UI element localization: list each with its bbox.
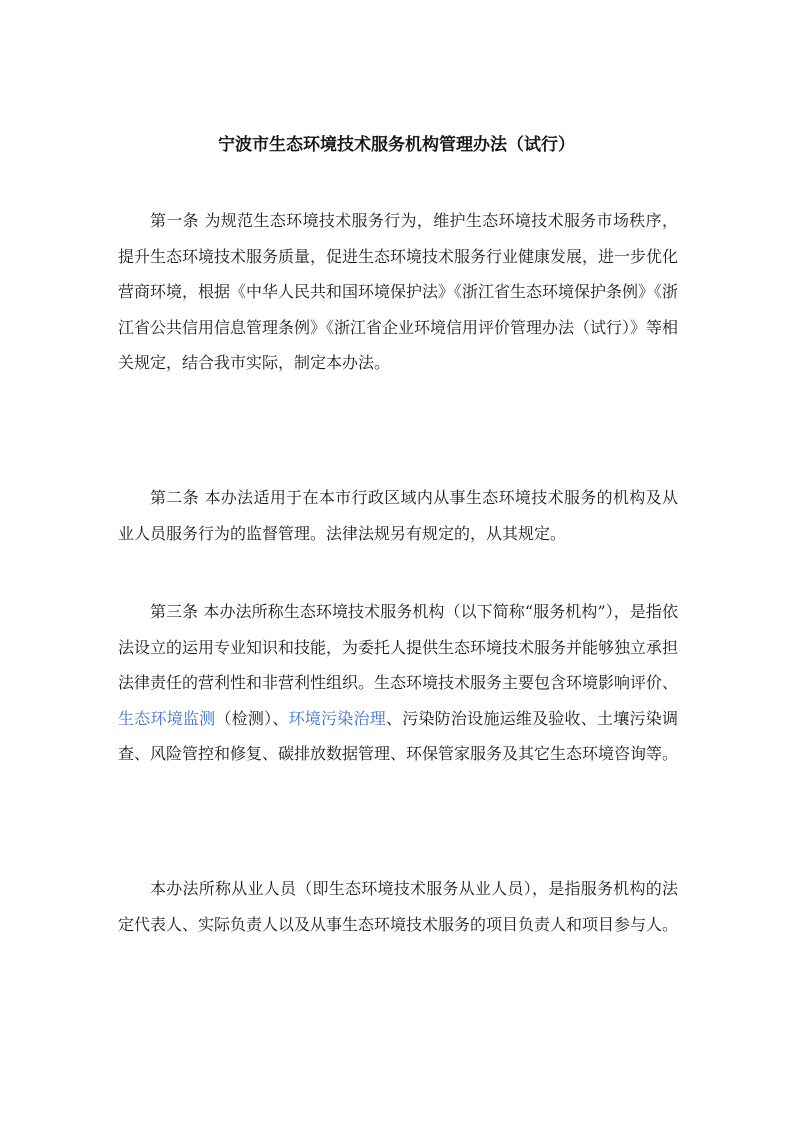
- article-3-text-part-2: （检测）、: [215, 708, 289, 728]
- article-2-paragraph: 第二条 本办法适用于在本市行政区域内从事生态环境技术服务的机构及从业人员服务行为的监督管理。法律法规另有规定的，从其规定。: [118, 488, 678, 543]
- article-3-paragraph: [118, 594, 678, 772]
- document-title: 宁波市生态环境技术服务机构管理办法（试行）: [218, 135, 575, 155]
- article-3-second-paragraph: 本办法所称从业人员（即生态环境技术服务从业人员），是指服务机构的法定代表人、实际负责人以及从事生态环境技术服务的项目负责人和项目参与人。: [118, 879, 679, 934]
- ecological-monitoring-link[interactable]: 生态环境监测: [118, 708, 216, 728]
- article-3-text-part-1: 第三条 本办法所称生态环境技术服务机构（以下简称“服务机构”），是指依法设立的运用专业知识和技能，为委托人提供生态环境技术服务并能够独立承担法律责任的营利性和非营利性组织。生态环境技术服务主要包含环境影响评价、: [118, 602, 679, 692]
- pollution-control-link[interactable]: 环境污染治理: [288, 708, 386, 728]
- article-3-text-part-3: 、污染防治设施运维及验收、土壤污染调查、风险管控和修复、碳排放数据管理、环保管家服务及其它生态环境咨询等。: [118, 708, 679, 763]
- article-1-paragraph: 第一条 为规范生态环境技术服务行为，维护生态环境技术服务市场秩序，提升生态环境技术服务质量，促进生态环境技术服务行业健康发展，进一步优化营商环境，根据《中华人民共和国环境保护法》《浙江省生态环境保护条例》《浙江省公共信用信息管理条例》《浙江省企业环境信用评价管理办法（试行）》等相关规定，结合我市实际，制定本办法。: [118, 211, 679, 372]
